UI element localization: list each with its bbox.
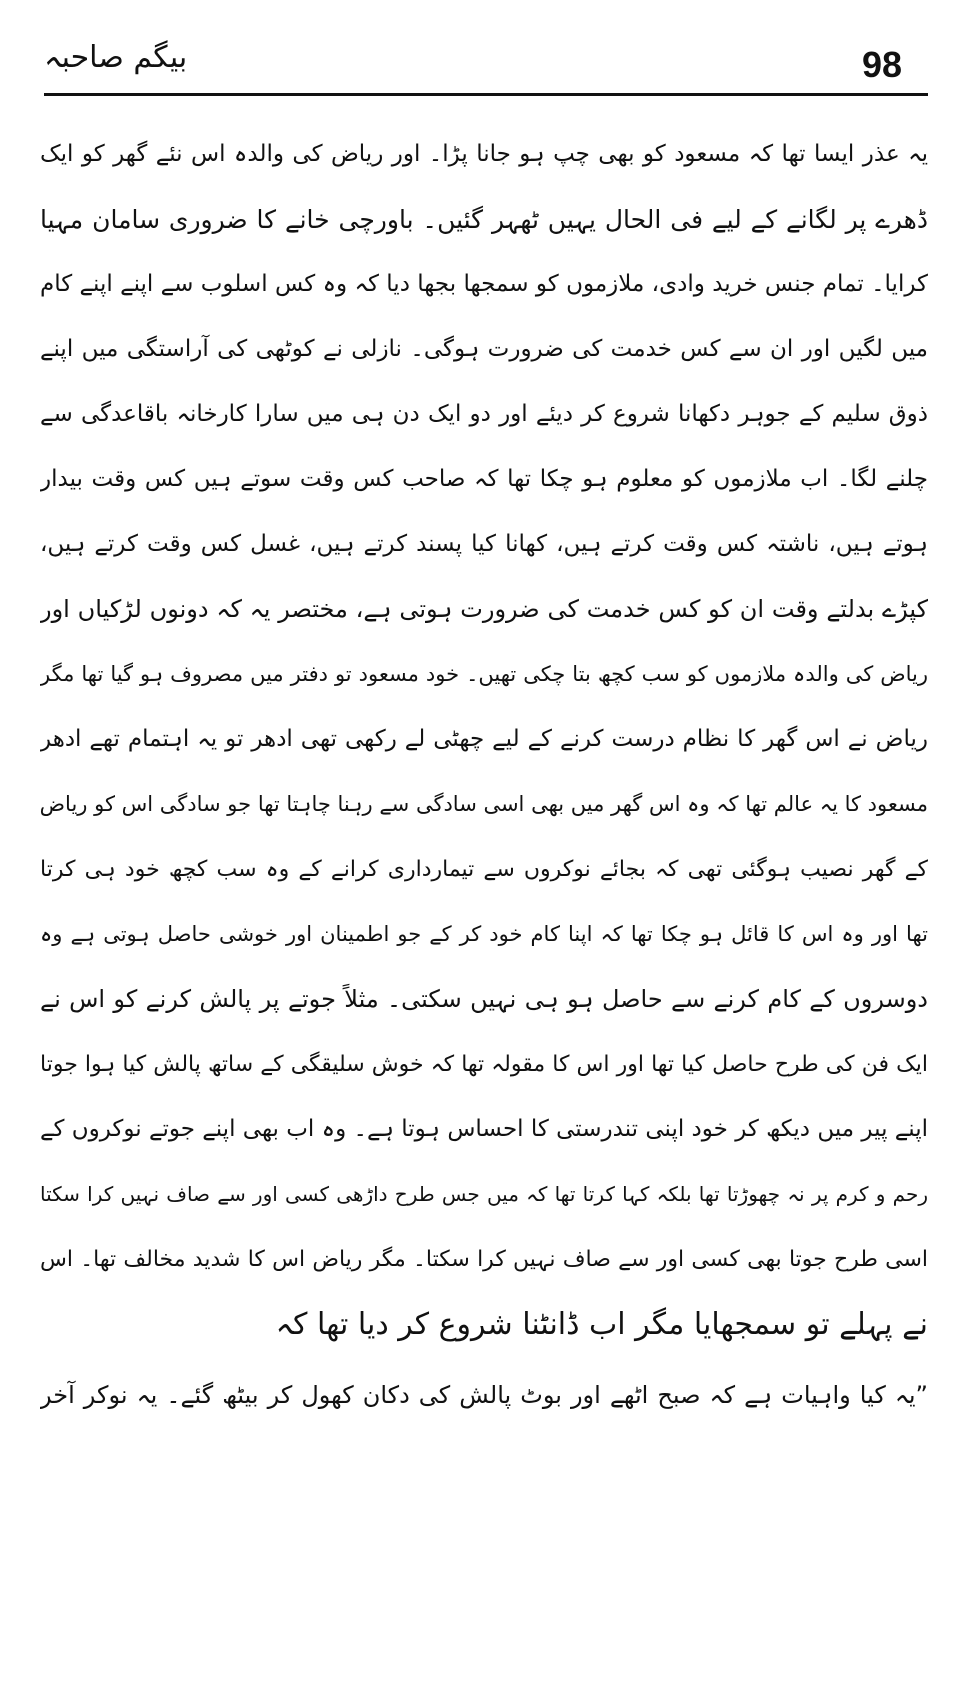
text-line: ہوتے ہیں، ناشتہ کس وقت کرتے ہیں، کھانا کیا پسند کرتے ہیں، غسل کس وقت کرتے ہیں، (40, 531, 928, 557)
text-line: نے پہلے تو سمجھایا مگر اب ڈانٹنا شروع کر دیا تھا کہ (275, 1307, 928, 1342)
text-line: مسعود کا یہ عالم تھا کہ وہ اس گھر میں بھی اسی سادگی سے رہنا چاہتا تھا جو سادگی اس کو ریاض (40, 792, 928, 816)
text-line: ڈھرے پر لگانے کے لیے فی الحال یہیں ٹھہر گئیں۔ باورچی خانے کا ضروری سامان مہیا (40, 205, 928, 234)
quote-line: ”یہ کیا واہیات ہے کہ صبح اٹھے اور بوٹ پالش کی دکان کھول کر بیٹھ گئے۔ یہ نوکر آخر (40, 1381, 928, 1409)
text-line: میں لگیں اور ان سے کس خدمت کی ضرورت ہوگی۔ نازلی نے کوٹھی کی آراستگی میں اپنے (40, 336, 928, 362)
text-line: چلنے لگا۔ اب ملازموں کو معلوم ہو چکا تھا کہ صاحب کس وقت سوتے ہیں کس وقت بیدار (40, 466, 928, 492)
text-line: کے گھر نصیب ہوگئی تھی کہ بجائے نوکروں سے تیمارداری کرانے کے وہ سب کچھ خود ہی کرتا (40, 857, 928, 882)
text-line: یہ عذر ایسا تھا کہ مسعود کو بھی چپ ہو جانا پڑا۔ اور ریاض کی والدہ اس نئے گھر کو ایک (40, 141, 928, 167)
text-line: تھا اور وہ اس کا قائل ہو چکا تھا کہ اپنا کام خود کر کے جو اطمینان اور خوشی حاصل ہوتی ہے وہ (40, 922, 928, 946)
page-number: 98 (861, 44, 902, 85)
text-line: اسی طرح جوتا بھی کسی اور سے صاف نہیں کرا سکتا۔ مگر ریاض اس کا شدید مخالف تھا۔ اس (40, 1247, 928, 1272)
text-line: رحم و کرم پر نہ چھوڑتا تھا بلکہ کہا کرتا تھا کہ میں جس طرح داڑھی کسی اور سے صاف نہیں کرا سکتا (40, 1182, 928, 1206)
text-line: اپنے پیر میں دیکھ کر خود اپنی تندرستی کا احساس ہوتا ہے۔ وہ اب بھی اپنے جوتے نوکروں کے (40, 1116, 928, 1142)
body-text (40, 122, 928, 1428)
text-line: دوسروں کے کام کرنے سے حاصل ہو ہی نہیں سکتی۔ مثلاً جوتے پر پالش کرنے کو اس نے (40, 985, 928, 1013)
text-line: ذوق سلیم کے جوہر دکھانا شروع کر دیئے اور دو ایک دن ہی میں سارا کارخانہ باقاعدگی سے (40, 401, 928, 427)
text-line: ایک فن کی طرح حاصل کیا تھا اور اس کا مقولہ تھا کہ خوش سلیقگی کے ساتھ پالش کیا ہوا جوتا (40, 1052, 928, 1077)
text-line: ریاض نے اس گھر کا نظام درست کرنے کے لیے چھٹی لے رکھی تھی ادھر تو یہ اہتمام تھے ادھر (40, 726, 928, 752)
page-header (44, 38, 928, 96)
running-title: بیگم صاحبہ (44, 40, 188, 75)
header-rule (44, 93, 928, 96)
text-line: کپڑے بدلتے وقت ان کو کس خدمت کی ضرورت ہوتی ہے، مختصر یہ کہ دونوں لڑکیاں اور (40, 595, 928, 623)
text-line: کرایا۔ تمام جنس خرید وادی، ملازموں کو سمجھا بجھا دیا کہ وہ کس اسلوب سے اپنے اپنے کام (40, 271, 928, 297)
text-line: ریاض کی والدہ ملازموں کو سب کچھ بتا چکی تھیں۔ خود مسعود تو دفتر میں مصروف ہو گیا تھا مگر (40, 662, 928, 686)
